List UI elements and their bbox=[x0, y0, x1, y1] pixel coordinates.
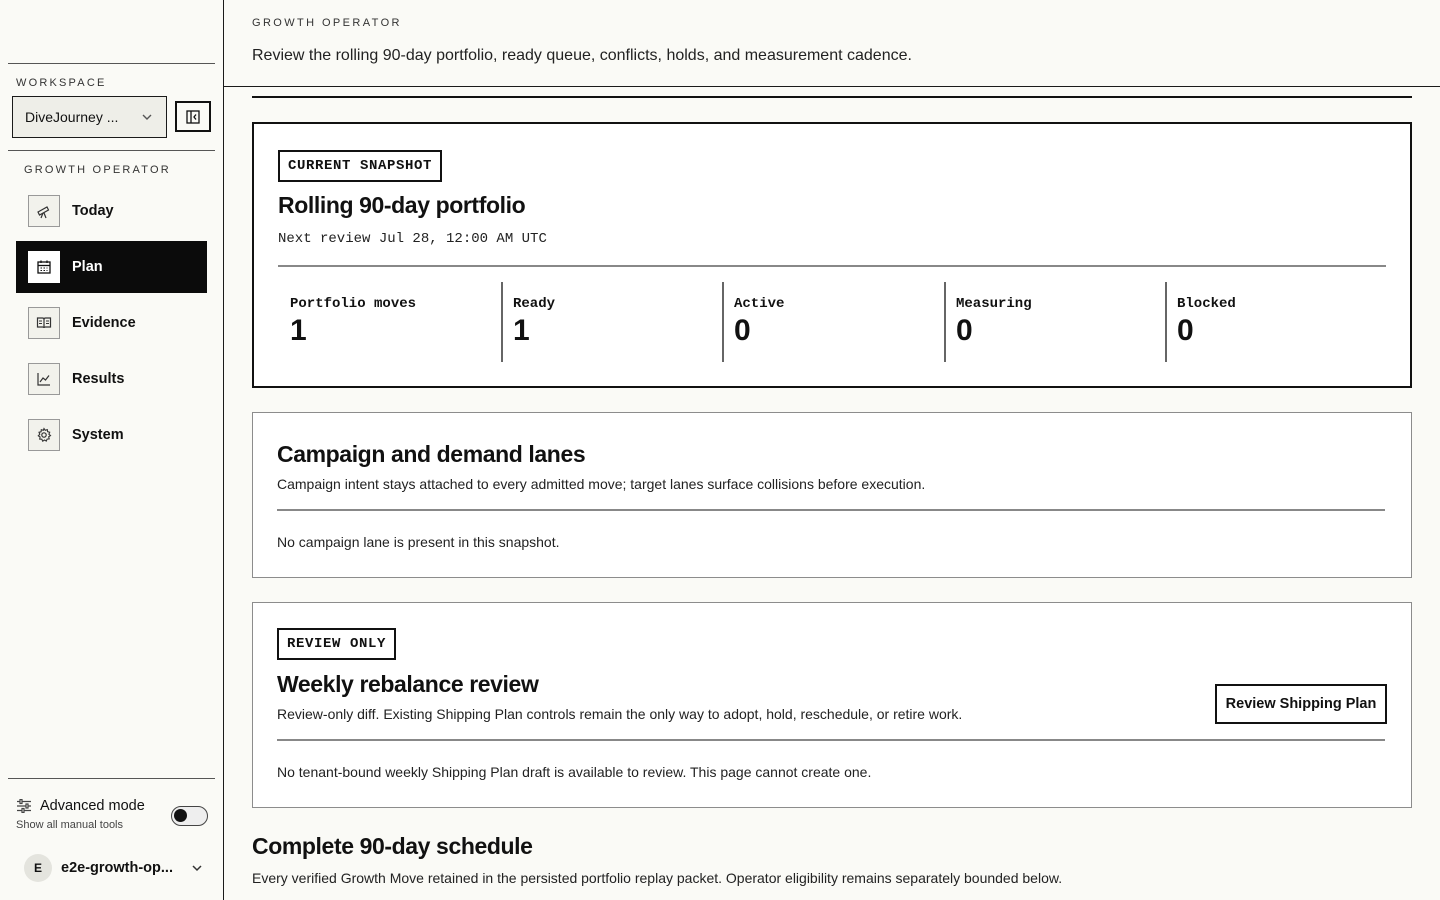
nav-item-results[interactable] bbox=[16, 353, 207, 405]
review-only-badge: REVIEW ONLY bbox=[277, 628, 396, 660]
advanced-mode-toggle[interactable] bbox=[171, 806, 208, 826]
sidebar bbox=[0, 0, 224, 900]
metric-value: 0 bbox=[956, 314, 973, 347]
metric-ready bbox=[501, 282, 723, 362]
rebalance-desc: Review-only diff. Existing Shipping Plan controls remain the only way to adopt, hold, reschedule, or retire work. bbox=[277, 706, 963, 722]
metric-label: Portfolio moves bbox=[290, 296, 417, 312]
nav-item-label: Today bbox=[72, 203, 114, 219]
sidebar-divider bbox=[8, 63, 215, 64]
nav-item-label: Evidence bbox=[72, 315, 136, 331]
metric-label: Measuring bbox=[956, 296, 1032, 312]
metric-label: Ready bbox=[513, 296, 556, 312]
rebalance-divider bbox=[277, 739, 1385, 741]
nav-section-label: GROWTH OPERATOR bbox=[24, 164, 171, 176]
sidebar-divider bbox=[8, 778, 215, 779]
review-shipping-plan-button[interactable]: Review Shipping Plan bbox=[1215, 684, 1387, 724]
snapshot-badge: CURRENT SNAPSHOT bbox=[278, 150, 442, 182]
header-divider bbox=[252, 96, 1412, 98]
advanced-mode-sub: Show all manual tools bbox=[16, 819, 124, 831]
metric-value: 1 bbox=[290, 314, 307, 347]
header-divider bbox=[224, 86, 1440, 87]
campaign-card bbox=[252, 412, 1412, 578]
metric-blocked bbox=[1165, 282, 1387, 362]
metric-active bbox=[722, 282, 944, 362]
nav-item-label: Plan bbox=[72, 259, 103, 275]
schedule-desc: Every verified Growth Move retained in the persisted portfolio replay packet. Operator eligibility remains separately bounded below. bbox=[252, 870, 1063, 886]
book-icon bbox=[28, 307, 60, 339]
rebalance-title: Weekly rebalance review bbox=[277, 671, 539, 697]
telescope-icon bbox=[28, 195, 60, 227]
metric-value: 0 bbox=[1177, 314, 1194, 347]
metric-measuring bbox=[944, 282, 1166, 362]
schedule-title: Complete 90-day schedule bbox=[252, 833, 533, 859]
toggle-knob bbox=[174, 809, 187, 822]
campaign-desc: Campaign intent stays attached to every admitted move; target lanes surface collisions before execution. bbox=[277, 476, 926, 492]
snapshot-title: Rolling 90-day portfolio bbox=[278, 192, 526, 218]
metric-label: Active bbox=[734, 296, 785, 312]
campaign-divider bbox=[277, 509, 1385, 511]
gear-icon bbox=[28, 419, 60, 451]
sidebar-divider bbox=[8, 150, 215, 151]
campaign-empty-state: No campaign lane is present in this snapshot. bbox=[277, 534, 560, 550]
snapshot-divider bbox=[278, 265, 1386, 267]
calendar-icon bbox=[28, 251, 60, 283]
page-subtitle: Review the rolling 90-day portfolio, ready queue, conflicts, holds, and measurement cadence. bbox=[252, 47, 912, 64]
chevron-down-icon bbox=[140, 110, 154, 124]
main-content bbox=[224, 0, 1440, 900]
user-name: e2e-growth-op... bbox=[61, 860, 173, 876]
workspace-select-value: DiveJourney ... bbox=[25, 109, 119, 125]
nav-item-evidence[interactable] bbox=[16, 297, 207, 349]
nav-item-system[interactable] bbox=[16, 409, 207, 461]
nav-item-label: System bbox=[72, 427, 124, 443]
metric-value: 0 bbox=[734, 314, 751, 347]
rebalance-card bbox=[252, 602, 1412, 808]
metric-label: Blocked bbox=[1177, 296, 1236, 312]
page-eyebrow: GROWTH OPERATOR bbox=[252, 17, 402, 29]
avatar: E bbox=[24, 854, 52, 882]
sidebar-collapse-icon bbox=[186, 110, 200, 124]
metric-value: 1 bbox=[513, 314, 530, 347]
next-review: Next review Jul 28, 12:00 AM UTC bbox=[278, 231, 547, 247]
collapse-sidebar-button[interactable] bbox=[175, 101, 211, 132]
snapshot-card bbox=[252, 122, 1412, 388]
campaign-title: Campaign and demand lanes bbox=[277, 441, 586, 467]
chart-line-icon bbox=[28, 363, 60, 395]
advanced-mode-label: Advanced mode bbox=[40, 798, 145, 814]
chevron-down-icon bbox=[190, 861, 204, 875]
metric-portfolio-moves bbox=[280, 282, 502, 362]
workspace-select[interactable] bbox=[12, 96, 167, 138]
rebalance-empty-state: No tenant-bound weekly Shipping Plan draft is available to review. This page cannot create one. bbox=[277, 764, 872, 780]
advanced-mode bbox=[16, 798, 211, 838]
nav-item-today[interactable] bbox=[16, 185, 207, 237]
nav-item-plan[interactable] bbox=[16, 241, 207, 293]
sliders-icon bbox=[16, 799, 32, 813]
workspace-label: WORKSPACE bbox=[16, 77, 107, 89]
nav-item-label: Results bbox=[72, 371, 125, 387]
user-menu[interactable] bbox=[24, 854, 204, 882]
